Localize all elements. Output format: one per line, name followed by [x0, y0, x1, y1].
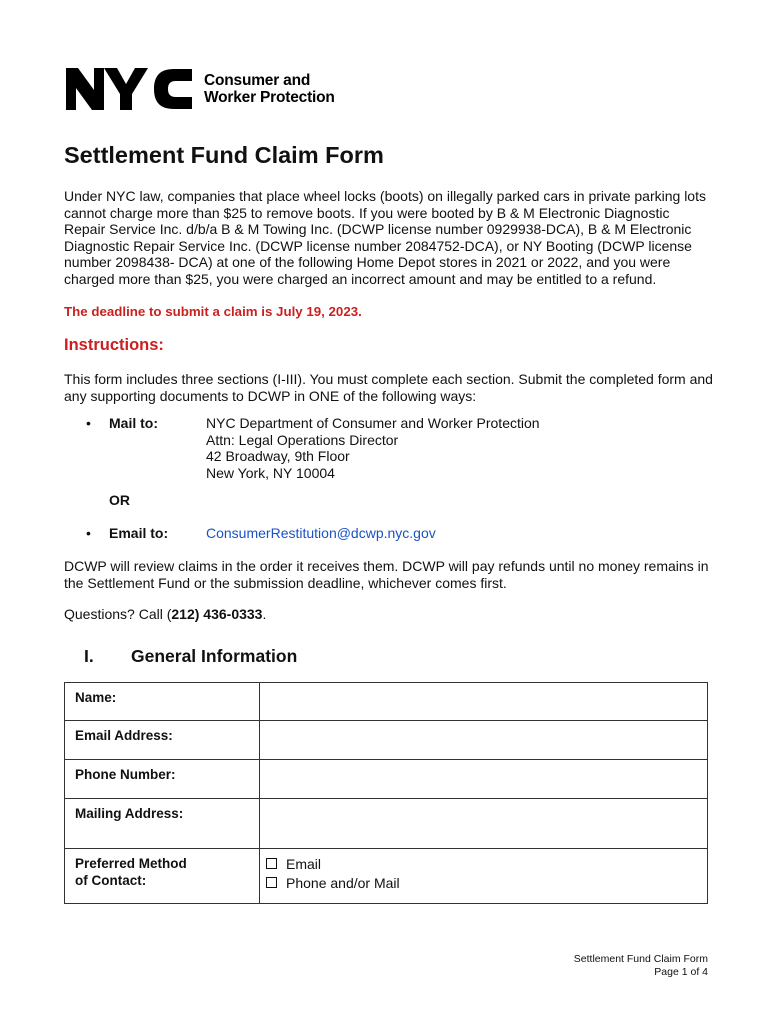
address-line-1: NYC Department of Consumer and Worker Protection	[206, 415, 540, 431]
footer-form-name: Settlement Fund Claim Form	[573, 953, 708, 965]
general-info-table	[64, 682, 708, 904]
phone-field[interactable]	[260, 760, 708, 799]
contact-option-phone-mail-label: Phone and/or Mail	[286, 874, 400, 891]
phone-label: Phone Number:	[65, 760, 260, 799]
section-title: General Information	[131, 646, 298, 666]
contact-option-email-label: Email	[286, 855, 322, 872]
intro-paragraph: Under NYC law, companies that place wheel locks (boots) on illegally parked cars in private parking lots cannot charge more than $25 to remove boots. If you were booted by B & M Electronic Diagnostic Repair Service Inc. d/b/a B & M Towing Inc. (DCWP license number 0929938-DCA), B & M Electronic Diagnostic Repair Service Inc. (DCWP license number 2084752-DCA), or NY Booting (DCWP license number 2098438- DCA) at one of the following Home Depot stores in 2021 or 2022, and you were charged more than $25, you were charged an incorrect amount and may be entitled to a refund.	[64, 188, 706, 287]
questions-line	[64, 606, 266, 622]
preferred-contact-label	[65, 849, 260, 904]
nyc-logo	[64, 66, 335, 112]
mail-address	[206, 415, 540, 481]
mailing-address-field[interactable]	[260, 799, 708, 849]
table-row-phone	[65, 760, 708, 799]
questions-suffix: .	[262, 606, 267, 622]
footer-page-number: Page 1 of 4	[654, 965, 708, 978]
name-field[interactable]	[260, 683, 708, 721]
email-label: Email Address:	[65, 721, 260, 760]
instructions-text: This form includes three sections (I-III). You must complete each section. Submit the completed form and any supporting documents to DCWP in ONE of the following ways:	[64, 371, 713, 404]
email-field[interactable]	[260, 721, 708, 760]
page-footer	[574, 953, 708, 978]
section-number: I.	[84, 646, 94, 666]
address-line-4: New York, NY 10004	[206, 464, 335, 481]
bullet-mail: •	[86, 415, 91, 431]
checkbox-icon[interactable]	[266, 858, 277, 869]
address-line-3: 42 Broadway, 9th Floor	[206, 448, 350, 465]
table-row-name	[65, 683, 708, 721]
bullet-email: •	[86, 525, 91, 541]
mailing-address-label: Mailing Address:	[65, 799, 260, 849]
questions-prefix: Questions? Call (	[64, 606, 172, 622]
table-row-mailing	[65, 799, 708, 849]
agency-line-1: Consumer and	[204, 72, 311, 89]
review-paragraph: DCWP will review claims in the order it receives them. DCWP will pay refunds until no money remains in the Settlement Fund or the submission deadline, whichever comes first.	[64, 558, 709, 591]
email-link[interactable]: ConsumerRestitution@dcwp.nyc.gov	[206, 525, 436, 541]
address-line-2: Attn: Legal Operations Director	[206, 431, 399, 448]
checkbox-icon[interactable]	[266, 877, 277, 888]
preferred-contact-line-2: of Contact:	[75, 873, 147, 888]
agency-line-2: Worker Protection	[204, 89, 335, 106]
table-row-preferred-contact	[65, 849, 708, 904]
preferred-contact-line-1: Preferred Method	[75, 856, 187, 871]
section-heading	[84, 646, 297, 667]
page-title: Settlement Fund Claim Form	[64, 142, 384, 168]
table-row-email	[65, 721, 708, 760]
contact-option-email[interactable]	[266, 854, 707, 873]
or-separator: OR	[109, 492, 130, 508]
instructions-heading: Instructions:	[64, 336, 164, 354]
email-to-label: Email to:	[109, 525, 169, 541]
mail-to-label: Mail to:	[109, 415, 158, 431]
agency-name	[204, 72, 335, 106]
phone-number: 212) 436-0333	[171, 606, 263, 622]
name-label: Name:	[65, 683, 260, 721]
preferred-contact-options	[260, 849, 708, 904]
deadline-notice: The deadline to submit a claim is July 19, 2023.	[64, 304, 362, 319]
contact-option-phone-mail[interactable]	[266, 873, 707, 892]
nyc-logo-mark	[64, 66, 194, 112]
